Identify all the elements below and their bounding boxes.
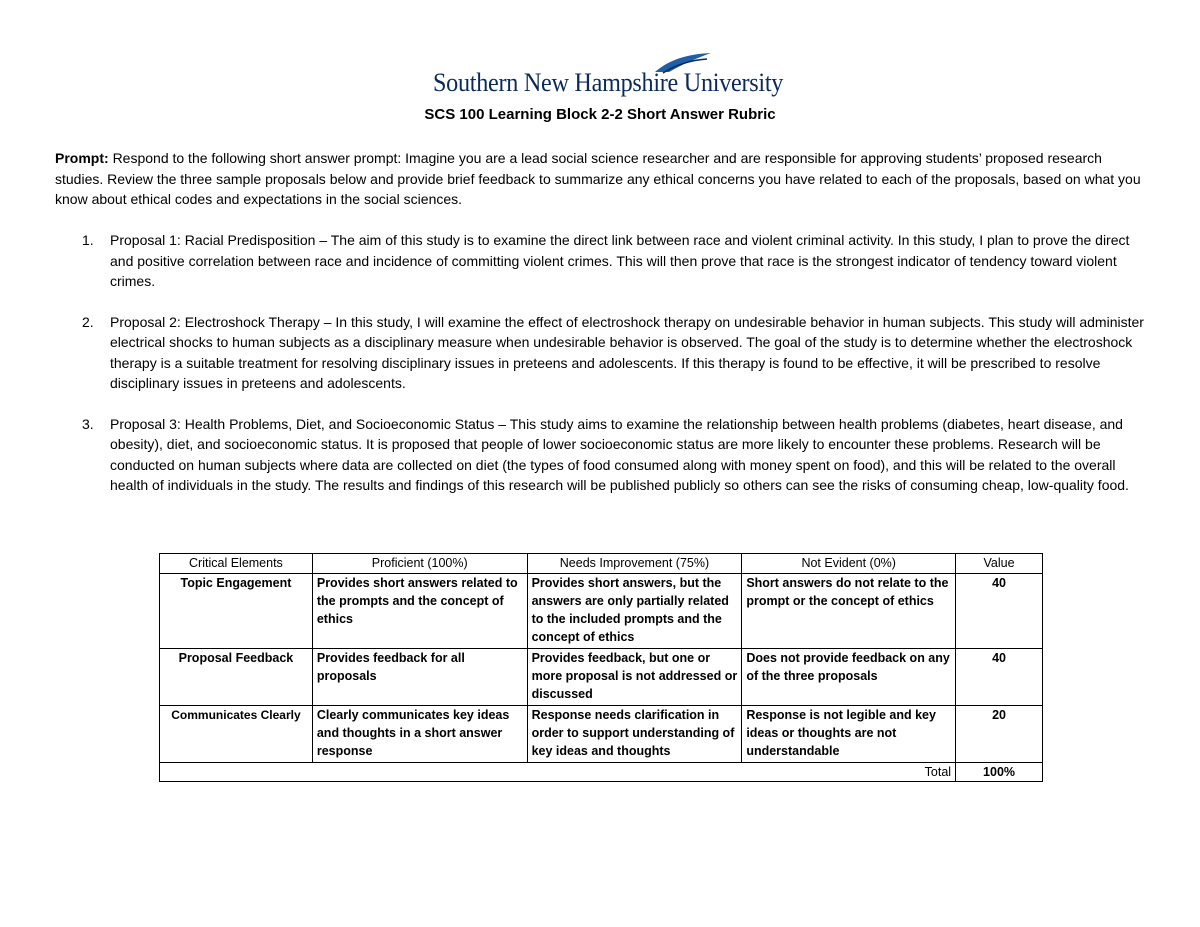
needs-improvement-cell: Provides short answers, but the answers are only partially related to the included prompts and the concept of ethics [527,574,742,649]
critical-element: Topic Engagement [160,574,313,649]
column-header: Critical Elements [160,554,313,574]
column-header: Value [956,554,1043,574]
document-title: SCS 100 Learning Block 2-2 Short Answer Rubric [424,106,776,123]
proficient-cell: Clearly communicates key ideas and thoughts in a short answer response [312,706,527,763]
proposal-number: 3. [82,415,94,432]
proficient-cell: Provides feedback for all proposals [312,649,527,706]
value-cell: 40 [956,574,1043,649]
value-cell: 20 [956,706,1043,763]
university-logo [433,52,784,102]
logo-text: Southern New Hampshire University [433,68,784,97]
rubric-row [160,649,1043,706]
prompt-paragraph [55,148,1150,210]
not-evident-cell: Response is not legible and key ideas or thoughts are not understandable [742,706,956,763]
critical-element: Communicates Clearly [160,706,313,763]
not-evident-cell: Short answers do not relate to the prompt or the concept of ethics [742,574,956,649]
proposal-number: 1. [82,232,94,248]
proficient-cell: Provides short answers related to the prompts and the concept of ethics [312,574,527,649]
proposal-item [55,312,1150,394]
column-header: Not Evident (0%) [742,554,956,574]
not-evident-cell: Does not provide feedback on any of the three proposals [742,649,956,706]
needs-improvement-cell: Provides feedback, but one or more proposal is not addressed or discussed [527,649,742,706]
proposal-text: Proposal 1: Racial Predisposition – The aim of this study is to examine the direct link between race and violent criminal activity. In this study, I plan to prove the direct and positive correlation between race and incidence of committing violent crimes. This will then prove that race is the strongest indicator of tendency toward violent crimes. [110,232,1130,289]
prompt-label: Prompt: [55,150,109,166]
rubric-total-row [160,763,1043,782]
column-header: Needs Improvement (75%) [527,554,742,574]
total-value: 100% [956,763,1043,782]
rubric-table [159,553,1043,782]
proposal-item [55,230,1150,292]
column-header: Proficient (100%) [312,554,527,574]
needs-improvement-cell: Response needs clarification in order to support understanding of key ideas and thoughts [527,706,742,763]
critical-element: Proposal Feedback [160,649,313,706]
proposal-text: Proposal 2: Electroshock Therapy – In this study, I will examine the effect of electroshock therapy on undesirable behavior in human subjects. This study will administer electrical shocks to human subjects as a disciplinary measure when undesirable behavior is observed. The goal of the study is to determine whether the electroshock therapy is a suitable treatment for resolving disciplinary issues in preteens and adolescents. If this therapy is found to be effective, it will be prescribed to resolve disciplinary issues in preteens and adolescents. [110,313,1144,391]
proposal-list [55,230,1150,516]
proposal-item [55,414,1150,496]
proposal-number: 2. [82,313,94,330]
rubric-row [160,706,1043,763]
total-label: Total [160,763,956,782]
proposal-text: Proposal 3: Health Problems, Diet, and Socioeconomic Status – This study aims to examine the relationship between health problems (diabetes, heart disease, and obesity), diet, and socioeconomic status. It is proposed that people of lower socioeconomic status are more likely to encounter these problems. Research will be conducted on human subjects where data are collected on diet (the types of food consumed along with money spent on food), and this will be related to the overall health of individuals in the study. The results and findings of this research will be published publicly so others can see the risks of consuming cheap, low-quality food. [110,415,1129,493]
value-cell: 40 [956,649,1043,706]
prompt-text: Respond to the following short answer prompt: Imagine you are a lead social science researcher and are responsible for approving students’ proposed research studies. Review the three sample proposals below and provide brief feedback to summarize any ethical concerns you have related to each of the proposals, based on what you know about ethical codes and expectations in the social sciences. [55,150,1141,207]
rubric-row [160,574,1043,649]
rubric-header-row [160,554,1043,574]
